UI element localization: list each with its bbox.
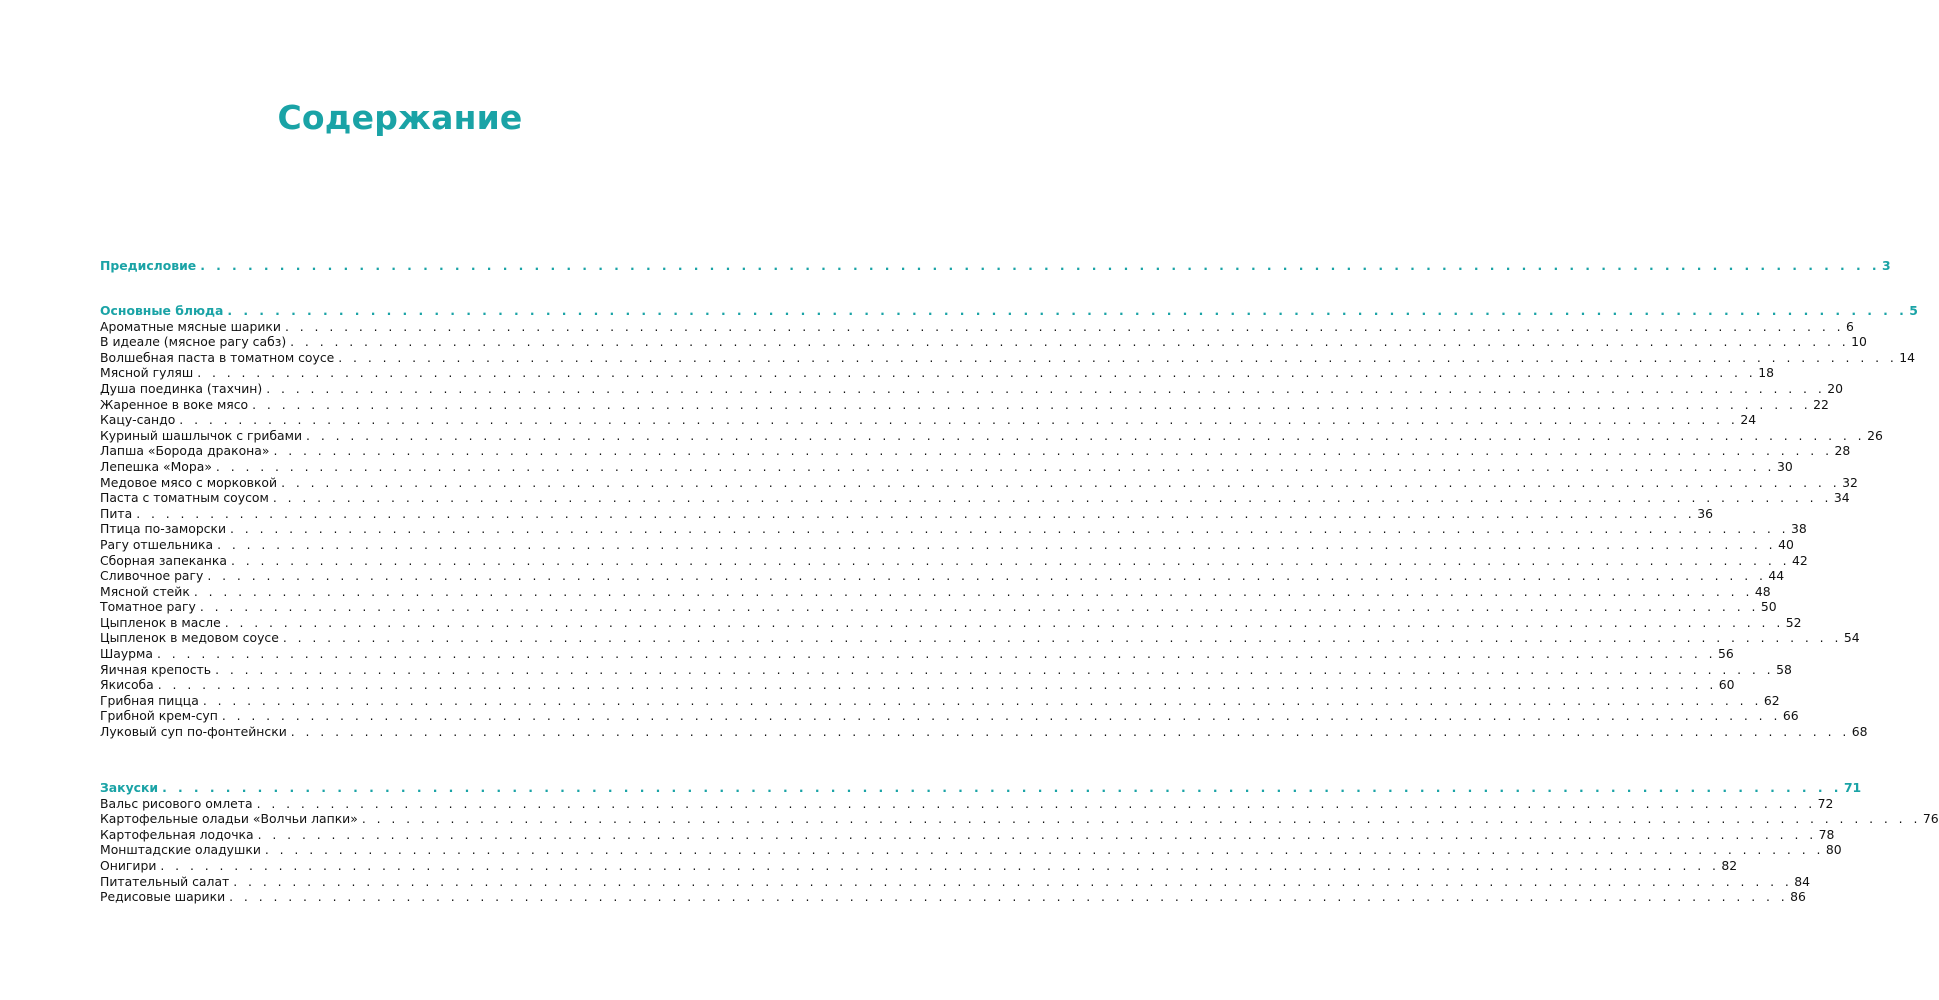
- toc-entry: [100, 412, 1757, 428]
- toc-entry-title: Грибная пицца: [100, 692, 199, 708]
- toc-section-heading: [100, 258, 1891, 274]
- toc-entry-title: Яичная крепость: [100, 661, 212, 677]
- toc-entry: [100, 630, 1860, 646]
- toc-entry: [100, 842, 1842, 858]
- toc-section-snacks: [100, 780, 1939, 905]
- toc-entry-title: Мясной гуляш: [100, 365, 194, 381]
- dot-leader: . . . . . . . . . . . . . . . . . . . . . . . . . . . . . . . . . . . . . . . . . . . . . . . . . . . . . . . . . . . . . . . . . . . . . . . . . . . . . . . . . . . . . . . . . . . . . . . . . . . . . . . . . .: [157, 677, 1717, 693]
- toc-page-number: 44: [1768, 568, 1785, 584]
- toc-page-number: 50: [1760, 599, 1777, 615]
- toc-entry-title: В идеале (мясное рагу сабз): [100, 334, 287, 350]
- dot-leader: . . . . . . . . . . . . . . . . . . . . . . . . . . . . . . . . . . . . . . . . . . . . . . . . . . . . . . . . . . . . . . . . . . . . . . . . . . . . . . . . . . . . . . . . . . . . . . . . . . . . . . . . . .: [199, 599, 1759, 615]
- toc-entry: [100, 318, 1854, 335]
- toc-entry-title: Якисоба: [100, 677, 154, 693]
- toc-entry-title: Птица по-заморски: [100, 521, 227, 537]
- toc-page-number: 26: [1867, 427, 1883, 443]
- toc-entry-title: Шаурма: [100, 646, 153, 662]
- toc-entry: [100, 811, 1939, 827]
- dot-leader: . . . . . . . . . . . . . . . . . . . . . . . . . . . . . . . . . . . . . . . . . . . . . . . . . . . . . . . . . . . . . . . . . . . . . . . . . . . . . . . . . . . . . . . . . . . . . . . . . . . . . . . . . .: [290, 334, 1850, 350]
- toc-entry-title: Кацу-сандо: [100, 412, 176, 428]
- toc-page-number: 82: [1721, 857, 1738, 873]
- toc-section-title: Закуски: [100, 780, 159, 795]
- toc-entry: [100, 826, 1835, 843]
- toc-page-number: 68: [1851, 724, 1868, 740]
- toc-entry: [100, 583, 1771, 600]
- dot-leader: . . . . . . . . . . . . . . . . . . . . . . . . . . . . . . . . . . . . . . . . . . . . . . . . . . . . . . . . . . . . . . . . . . . . . . . . . . . . . . . . . . . . . . . . . . . . . . . . . . . . . . . . . .: [215, 661, 1775, 677]
- dot-leader: . . . . . . . . . . . . . . . . . . . . . . . . . . . . . . . . . . . . . . . . . . . . . . . . . . . . . . . . . . . . . . . . . . . . . . . . . . . . . . . . . . . . . . . . . . . . . . . . . . . . . . . . . .: [200, 258, 1881, 273]
- toc-entry-title: Медовое мясо с морковкой: [100, 474, 278, 490]
- toc-page-number: 62: [1763, 692, 1780, 708]
- dot-leader: . . . . . . . . . . . . . . . . . . . . . . . . . . . . . . . . . . . . . . . . . . . . . . . . . . . . . . . . . . . . . . . . . . . . . . . . . . . . . . . . . . . . . . . . . . . . . . . . . . . . . . . . . .: [193, 583, 1753, 599]
- toc-entry-title: Картофельная лодочка: [100, 826, 254, 842]
- toc-entry-title: Сливочное рагу: [100, 568, 204, 584]
- dot-leader: . . . . . . . . . . . . . . . . . . . . . . . . . . . . . . . . . . . . . . . . . . . . . . . . . . . . . . . . . . . . . . . . . . . . . . . . . . . . . . . . . . . . . . . . . . . . . . . . . . . . . . . . . .: [160, 857, 1720, 873]
- dot-leader: . . . . . . . . . . . . . . . . . . . . . . . . . . . . . . . . . . . . . . . . . . . . . . . . . . . . . . . . . . . . . . . . . . . . . . . . . . . . . . . . . . . . . . . . . . . . . . . . . . . . . . . . . .: [233, 873, 1793, 889]
- toc-section-main-dishes: [100, 303, 1918, 740]
- dot-leader: . . . . . . . . . . . . . . . . . . . . . . . . . . . . . . . . . . . . . . . . . . . . . . . . . . . . . . . . . . . . . . . . . . . . . . . . . . . . . . . . . . . . . . . . . . . . . . . . . . . . . . . . . .: [252, 396, 1812, 412]
- toc-entry: [100, 474, 1858, 491]
- dot-leader: . . . . . . . . . . . . . . . . . . . . . . . . . . . . . . . . . . . . . . . . . . . . . . . . . . . . . . . . . . . . . . . . . . . . . . . . . . . . . . . . . . . . . . . . . . . . . . . . . . . . . . . . . .: [256, 795, 1816, 811]
- toc-entry: [100, 661, 1792, 678]
- toc-entry: [100, 692, 1780, 709]
- toc-entry: [100, 521, 1807, 537]
- dot-leader: . . . . . . . . . . . . . . . . . . . . . . . . . . . . . . . . . . . . . . . . . . . . . . . . . . . . . . . . . . . . . . . . . . . . . . . . . . . . . . . . . . . . . . . . . . . . . . . . . . . . . . . . . .: [215, 458, 1775, 474]
- toc-entry: [100, 677, 1735, 693]
- toc-entry-title: Лепешка «Мора»: [100, 458, 212, 474]
- toc-entry: [100, 427, 1883, 444]
- dot-leader: . . . . . . . . . . . . . . . . . . . . . . . . . . . . . . . . . . . . . . . . . . . . . . . . . . . . . . . . . . . . . . . . . . . . . . . . . . . . . . . . . . . . . . . . . . . . . . . . . . . . . . . . . .: [230, 521, 1790, 537]
- toc-entry: [100, 599, 1777, 615]
- toc-entry: [100, 724, 1868, 740]
- toc-entry-title: Грибной крем-суп: [100, 708, 218, 724]
- toc-page-number: 38: [1791, 521, 1807, 537]
- toc-section-heading: [100, 780, 1862, 796]
- toc-entry: [100, 857, 1738, 874]
- toc-page-number: 6: [1846, 318, 1854, 334]
- toc-entry-title: Цыпленок в медовом соусе: [100, 630, 279, 646]
- toc-entry: [100, 396, 1829, 413]
- dot-leader: . . . . . . . . . . . . . . . . . . . . . . . . . . . . . . . . . . . . . . . . . . . . . . . . . . . . . . . . . . . . . . . . . . . . . . . . . . . . . . . . . . . . . . . . . . . . . . . . . . . . . . . . . .: [156, 646, 1716, 662]
- toc-entry: [100, 334, 1867, 350]
- toc-page-number: 40: [1778, 536, 1794, 552]
- toc-entry-title: Рагу отшельника: [100, 536, 214, 552]
- toc-entry-title: Куриный шашлычок с грибами: [100, 427, 303, 443]
- toc-page-number: 5: [1909, 303, 1918, 318]
- toc-page-number: 54: [1843, 630, 1860, 646]
- dot-leader: . . . . . . . . . . . . . . . . . . . . . . . . . . . . . . . . . . . . . . . . . . . . . . . . . . . . . . . . . . . . . . . . . . . . . . . . . . . . . . . . . . . . . . . . . . . . . . . . . . . . . . . . . .: [257, 826, 1817, 842]
- dot-leader: . . . . . . . . . . . . . . . . . . . . . . . . . . . . . . . . . . . . . . . . . . . . . . . . . . . . . . . . . . . . . . . . . . . . . . . . . . . . . . . . . . . . . . . . . . . . . . . . . . . . . . . . . .: [361, 811, 1921, 827]
- dot-leader: . . . . . . . . . . . . . . . . . . . . . . . . . . . . . . . . . . . . . . . . . . . . . . . . . . . . . . . . . . . . . . . . . . . . . . . . . . . . . . . . . . . . . . . . . . . . . . . . . . . . . . . . . .: [227, 303, 1908, 318]
- toc-page-number: 58: [1776, 661, 1792, 677]
- toc-entry-title: Онигири: [100, 857, 157, 873]
- toc-section-heading: [100, 303, 1918, 319]
- toc-entry-title: Пита: [100, 505, 133, 521]
- toc-entry-title: Волшебная паста в томатном соусе: [100, 349, 335, 365]
- toc-entry: [100, 349, 1916, 366]
- toc-entry: [100, 380, 1844, 397]
- toc-entry-title: Лапша «Борода дракона»: [100, 443, 270, 459]
- toc-section-title: Предисловие: [100, 258, 197, 273]
- toc-entry: [100, 505, 1713, 522]
- toc-entry: [100, 646, 1734, 662]
- toc-page-number: 32: [1842, 474, 1858, 490]
- toc-page-number: 36: [1697, 505, 1713, 521]
- toc-entry-title: Цыпленок в масле: [100, 614, 221, 630]
- dot-leader: . . . . . . . . . . . . . . . . . . . . . . . . . . . . . . . . . . . . . . . . . . . . . . . . . . . . . . . . . . . . . . . . . . . . . . . . . . . . . . . . . . . . . . . . . . . . . . . . . . . . . . . . . .: [224, 614, 1784, 630]
- toc-entry-title: Луковый суп по-фонтейнски: [100, 724, 287, 740]
- toc-entry-title: Вальс рисового омлета: [100, 795, 253, 811]
- toc-page-number: 14: [1899, 349, 1916, 365]
- toc-entry: [100, 490, 1850, 506]
- toc-page-number: 60: [1718, 677, 1735, 693]
- dot-leader: . . . . . . . . . . . . . . . . . . . . . . . . . . . . . . . . . . . . . . . . . . . . . . . . . . . . . . . . . . . . . . . . . . . . . . . . . . . . . . . . . . . . . . . . . . . . . . . . . . . . . . . . . .: [217, 536, 1777, 552]
- toc-entry: [100, 365, 1774, 381]
- toc-entry-title: Жаренное в воке мясо: [100, 396, 249, 412]
- toc-entry: [100, 708, 1799, 724]
- dot-leader: . . . . . . . . . . . . . . . . . . . . . . . . . . . . . . . . . . . . . . . . . . . . . . . . . . . . . . . . . . . . . . . . . . . . . . . . . . . . . . . . . . . . . . . . . . . . . . . . . . . . . . . . . .: [282, 630, 1842, 646]
- toc-entry-title: Картофельные оладьи «Волчьи лапки»: [100, 811, 358, 827]
- toc-entry: [100, 552, 1808, 569]
- toc-page-number: 76: [1922, 811, 1939, 827]
- toc-section-title: Основные блюда: [100, 303, 224, 318]
- toc-entry-title: Томатное рагу: [100, 599, 196, 615]
- toc-entry: [100, 889, 1806, 905]
- toc-page-number: 3: [1882, 258, 1891, 273]
- dot-leader: . . . . . . . . . . . . . . . . . . . . . . . . . . . . . . . . . . . . . . . . . . . . . . . . . . . . . . . . . . . . . . . . . . . . . . . . . . . . . . . . . . . . . . . . . . . . . . . . . . . . . . . . . .: [273, 443, 1833, 459]
- toc-page-number: 56: [1718, 646, 1734, 662]
- toc-entry-title: Монштадские оладушки: [100, 842, 261, 858]
- toc-entry: [100, 795, 1834, 812]
- toc-page-number: 42: [1792, 552, 1808, 568]
- toc-entry-title: Редисовые шарики: [100, 889, 226, 905]
- dot-leader: . . . . . . . . . . . . . . . . . . . . . . . . . . . . . . . . . . . . . . . . . . . . . . . . . . . . . . . . . . . . . . . . . . . . . . . . . . . . . . . . . . . . . . . . . . . . . . . . . . . . . . . . . .: [338, 349, 1898, 365]
- toc-entry-title: Сборная запеканка: [100, 552, 227, 568]
- toc-page-number: 78: [1818, 826, 1835, 842]
- toc-page-number: 22: [1813, 396, 1829, 412]
- toc-page-number: 72: [1817, 795, 1834, 811]
- dot-leader: . . . . . . . . . . . . . . . . . . . . . . . . . . . . . . . . . . . . . . . . . . . . . . . . . . . . . . . . . . . . . . . . . . . . . . . . . . . . . . . . . . . . . . . . . . . . . . . . . . . . . . . . . .: [221, 708, 1781, 724]
- dot-leader: . . . . . . . . . . . . . . . . . . . . . . . . . . . . . . . . . . . . . . . . . . . . . . . . . . . . . . . . . . . . . . . . . . . . . . . . . . . . . . . . . . . . . . . . . . . . . . . . . . . . . . . . . .: [306, 427, 1866, 443]
- dot-leader: . . . . . . . . . . . . . . . . . . . . . . . . . . . . . . . . . . . . . . . . . . . . . . . . . . . . . . . . . . . . . . . . . . . . . . . . . . . . . . . . . . . . . . . . . . . . . . . . . . . . . . . . . .: [197, 365, 1757, 381]
- toc-page-number: 18: [1758, 365, 1774, 381]
- dot-leader: . . . . . . . . . . . . . . . . . . . . . . . . . . . . . . . . . . . . . . . . . . . . . . . . . . . . . . . . . . . . . . . . . . . . . . . . . . . . . . . . . . . . . . . . . . . . . . . . . . . . . . . . . .: [207, 568, 1767, 584]
- dot-leader: . . . . . . . . . . . . . . . . . . . . . . . . . . . . . . . . . . . . . . . . . . . . . . . . . . . . . . . . . . . . . . . . . . . . . . . . . . . . . . . . . . . . . . . . . . . . . . . . . . . . . . . . . .: [136, 505, 1696, 521]
- toc-entry: [100, 568, 1785, 584]
- dot-leader: . . . . . . . . . . . . . . . . . . . . . . . . . . . . . . . . . . . . . . . . . . . . . . . . . . . . . . . . . . . . . . . . . . . . . . . . . . . . . . . . . . . . . . . . . . . . . . . . . . . . . . . . . .: [272, 490, 1832, 506]
- dot-leader: . . . . . . . . . . . . . . . . . . . . . . . . . . . . . . . . . . . . . . . . . . . . . . . . . . . . . . . . . . . . . . . . . . . . . . . . . . . . . . . . . . . . . . . . . . . . . . . . . . . . . . . . . .: [266, 380, 1826, 396]
- toc-entry-title: Ароматные мясные шарики: [100, 318, 281, 334]
- toc-entry: [100, 458, 1793, 475]
- toc-section-foreword: [100, 258, 1891, 274]
- dot-leader: . . . . . . . . . . . . . . . . . . . . . . . . . . . . . . . . . . . . . . . . . . . . . . . . . . . . . . . . . . . . . . . . . . . . . . . . . . . . . . . . . . . . . . . . . . . . . . . . . . . . . . . . . .: [264, 842, 1824, 858]
- toc-page-number: 20: [1827, 380, 1844, 396]
- toc-entry: [100, 443, 1851, 459]
- dot-leader: . . . . . . . . . . . . . . . . . . . . . . . . . . . . . . . . . . . . . . . . . . . . . . . . . . . . . . . . . . . . . . . . . . . . . . . . . . . . . . . . . . . . . . . . . . . . . . . . . . . . . . . . . .: [284, 318, 1844, 334]
- toc-entry-title: Паста с томатным соусом: [100, 490, 269, 506]
- dot-leader: . . . . . . . . . . . . . . . . . . . . . . . . . . . . . . . . . . . . . . . . . . . . . . . . . . . . . . . . . . . . . . . . . . . . . . . . . . . . . . . . . . . . . . . . . . . . . . . . . . . . . . . . . .: [231, 552, 1791, 568]
- toc-page-number: 52: [1785, 614, 1802, 630]
- toc-page-number: 84: [1794, 873, 1811, 889]
- toc-page-number: 30: [1776, 458, 1793, 474]
- dot-leader: . . . . . . . . . . . . . . . . . . . . . . . . . . . . . . . . . . . . . . . . . . . . . . . . . . . . . . . . . . . . . . . . . . . . . . . . . . . . . . . . . . . . . . . . . . . . . . . . . . . . . . . . . .: [179, 412, 1739, 428]
- toc-entry-title: Мясной стейк: [100, 583, 190, 599]
- dot-leader: . . . . . . . . . . . . . . . . . . . . . . . . . . . . . . . . . . . . . . . . . . . . . . . . . . . . . . . . . . . . . . . . . . . . . . . . . . . . . . . . . . . . . . . . . . . . . . . . . . . . . . . . . .: [162, 780, 1842, 795]
- toc-page-number: 24: [1740, 412, 1757, 428]
- dot-leader: . . . . . . . . . . . . . . . . . . . . . . . . . . . . . . . . . . . . . . . . . . . . . . . . . . . . . . . . . . . . . . . . . . . . . . . . . . . . . . . . . . . . . . . . . . . . . . . . . . . . . . . . . .: [202, 692, 1762, 708]
- dot-leader: . . . . . . . . . . . . . . . . . . . . . . . . . . . . . . . . . . . . . . . . . . . . . . . . . . . . . . . . . . . . . . . . . . . . . . . . . . . . . . . . . . . . . . . . . . . . . . . . . . . . . . . . . .: [281, 474, 1841, 490]
- toc-entry-title: Душа поединка (тахчин): [100, 380, 263, 396]
- toc-page-number: 28: [1834, 443, 1851, 459]
- dot-leader: . . . . . . . . . . . . . . . . . . . . . . . . . . . . . . . . . . . . . . . . . . . . . . . . . . . . . . . . . . . . . . . . . . . . . . . . . . . . . . . . . . . . . . . . . . . . . . . . . . . . . . . . . .: [229, 889, 1789, 905]
- toc-entry: [100, 536, 1794, 553]
- toc-page-number: 86: [1790, 889, 1806, 905]
- page-title: Содержание: [277, 98, 523, 138]
- toc-page-number: 34: [1833, 490, 1850, 506]
- toc-page-number: 48: [1754, 583, 1771, 599]
- toc-entry-title: Питательный салат: [100, 873, 230, 889]
- toc-page-number: 10: [1851, 334, 1867, 350]
- toc-entry: [100, 614, 1802, 631]
- toc-page-number: 71: [1843, 780, 1862, 795]
- toc-entry: [100, 873, 1811, 890]
- toc-page-number: 66: [1782, 708, 1799, 724]
- toc-page-number: 80: [1825, 842, 1842, 858]
- dot-leader: . . . . . . . . . . . . . . . . . . . . . . . . . . . . . . . . . . . . . . . . . . . . . . . . . . . . . . . . . . . . . . . . . . . . . . . . . . . . . . . . . . . . . . . . . . . . . . . . . . . . . . . . . .: [290, 724, 1850, 740]
